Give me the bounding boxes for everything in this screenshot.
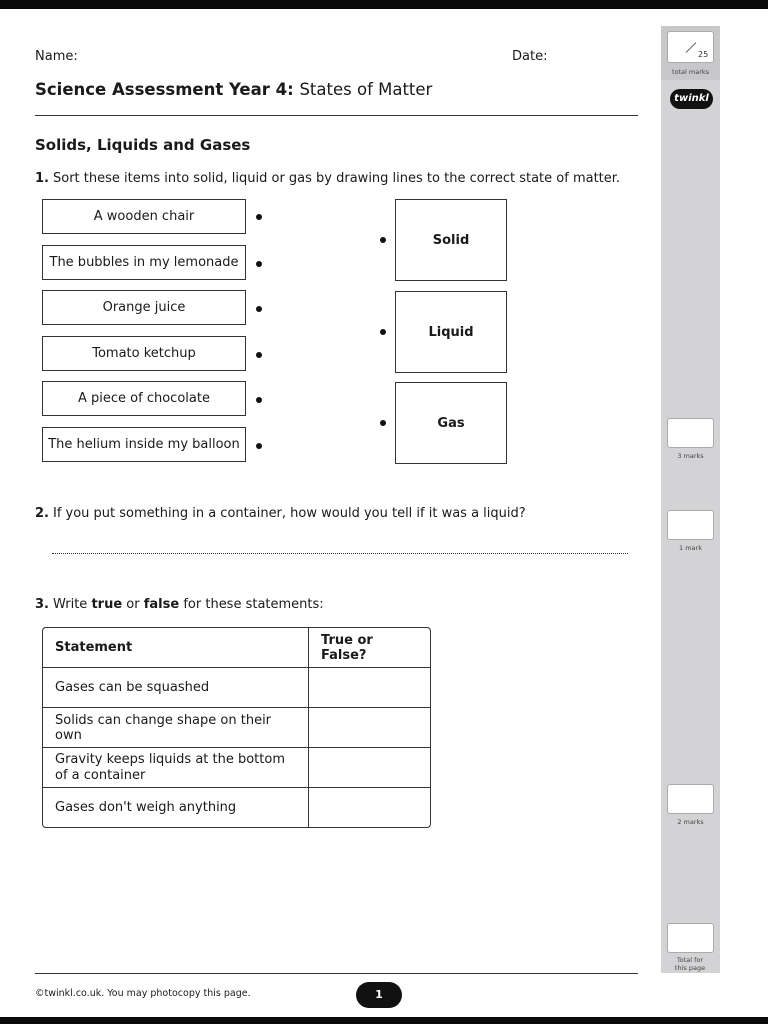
total-marks-number: 25 [698,50,709,59]
item-connector-dot[interactable] [256,397,262,403]
true-word: true [91,597,123,612]
question-3-text-before: Write [52,597,88,612]
item-box: A piece of chocolate [42,381,246,416]
table-row [43,708,430,748]
state-box-gas: Gas [395,382,507,464]
q1-marks-label: 3 marks [677,452,704,460]
answer-cell[interactable] [309,668,430,708]
q3-marks-label: 2 marks [677,818,704,826]
item-box: The bubbles in my lemonade [42,245,246,280]
table-row [43,788,430,827]
or-word: or [126,597,140,612]
page-number: 1 [356,982,402,1008]
footer-divider [35,973,638,974]
q3-marks-box[interactable] [667,784,714,814]
q2-marks-label: 1 mark [679,544,702,552]
state-box-solid: Solid [395,199,507,281]
answer-cell[interactable] [309,748,430,788]
page-total-box[interactable] [667,923,714,953]
page-title [35,80,432,99]
section-title: Solids, Liquids and Gases [35,136,251,154]
statement-cell: Gravity keeps liquids at the bottom of a container [43,748,309,788]
answer-cell[interactable] [309,708,430,748]
item-box: A wooden chair [42,199,246,234]
column-header-true-false: True or False? [309,628,430,668]
top-bar [0,0,768,9]
bottom-bar [0,1017,768,1024]
question-2-text: If you put something in a container, how would you tell if it was a liquid? [52,506,526,521]
question-2 [35,506,526,521]
copyright-text: ©twinkl.co.uk. You may photocopy this page. [35,988,251,999]
date-label: Date: [512,49,548,64]
name-label: Name: [35,49,78,64]
state-connector-dot[interactable] [380,237,386,243]
question-3-number: 3. [35,597,49,612]
marks-sidebar [661,26,720,973]
question-3 [35,597,324,612]
question-3-text-after: for these statements: [183,597,324,612]
header-divider [35,115,638,116]
table-row [43,668,430,708]
title-suffix: States of Matter [299,80,433,99]
table-header-row [43,628,430,668]
answer-cell[interactable] [309,788,430,827]
state-box-liquid: Liquid [395,291,507,373]
column-header-statement: Statement [43,628,309,668]
question-1-number: 1. [35,171,49,186]
q1-marks-box[interactable] [667,418,714,448]
page-total-label: Total for this page [674,956,706,972]
item-connector-dot[interactable] [256,352,262,358]
total-marks-label: total marks [671,68,710,76]
item-connector-dot[interactable] [256,214,262,220]
twinkl-logo: twinkl [670,89,713,109]
item-box: Orange juice [42,290,246,325]
title-prefix: Science Assessment Year 4: [35,80,294,99]
item-box: The helium inside my balloon [42,427,246,462]
statement-cell: Gases can be squashed [43,668,309,708]
item-connector-dot[interactable] [256,306,262,312]
question-2-number: 2. [35,506,49,521]
state-connector-dot[interactable] [380,329,386,335]
table-row [43,748,430,788]
question-1 [35,171,620,186]
question-1-text: Sort these items into solid, liquid or gas by drawing lines to the correct state of matter. [52,171,621,186]
state-connector-dot[interactable] [380,420,386,426]
statement-cell: Gases don't weigh anything [43,788,309,827]
item-box: Tomato ketchup [42,336,246,371]
true-false-table [42,627,431,828]
item-connector-dot[interactable] [256,443,262,449]
q2-marks-box[interactable] [667,510,714,540]
statement-cell: Solids can change shape on their own [43,708,309,748]
answer-line[interactable] [52,553,628,554]
item-connector-dot[interactable] [256,261,262,267]
false-word: false [143,597,180,612]
